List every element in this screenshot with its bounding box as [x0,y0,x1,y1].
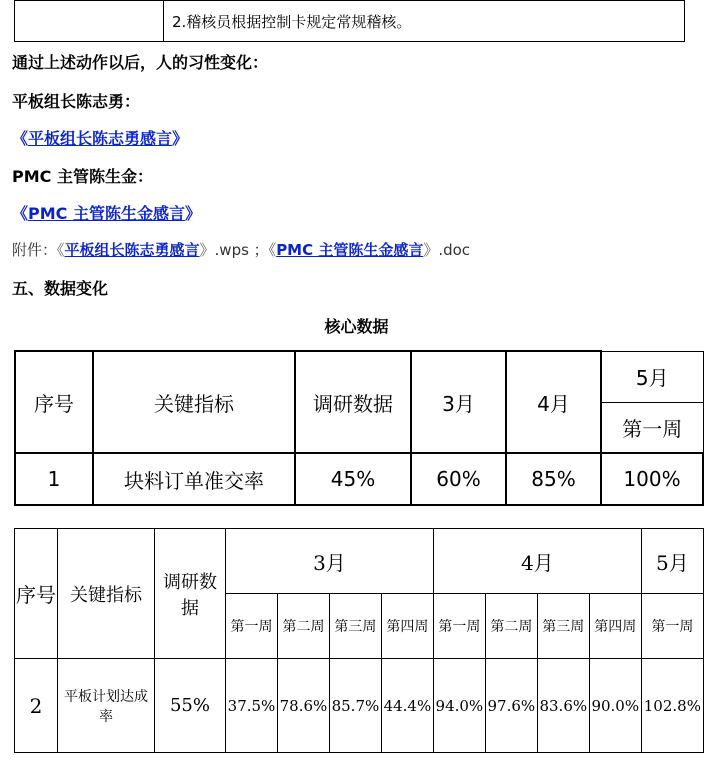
header-cell-march: 3月 [226,529,434,594]
cell-value: 44.4% [381,659,433,753]
cell-april: 85% [506,453,601,505]
cell-value: 83.6% [537,659,589,753]
header-cell-survey: 调研数据 [155,529,226,659]
change-heading: 通过上述动作以后，人的习性变化： [12,53,269,72]
week-header-cell: 第四周 [589,594,641,659]
week-header-cell: 第二周 [277,594,329,659]
header-cell-april: 4月 [433,529,641,594]
header-cell-april: 4月 [506,351,601,453]
table-row [15,659,704,753]
cell-survey: 45% [295,453,411,505]
bracket: 》 [172,129,189,148]
header-cell-march: 3月 [411,351,506,453]
table-row [15,351,703,402]
week-header-cell: 第三周 [329,594,381,659]
section-heading: 五、数据变化 [12,279,109,298]
leader1-label: 平板组长陈志勇： [12,92,141,111]
table-row [15,529,704,594]
table-cell [15,1,164,42]
table-caption: 核心数据 [324,317,389,336]
header-cell-kpi: 关键指标 [58,529,155,659]
plan-achievement-table [14,528,704,753]
week-header-cell: 第二周 [485,594,537,659]
leader1-link-line [12,126,188,149]
cell-value: 37.5% [226,659,278,753]
week-header-cell: 第一周 [226,594,278,659]
cell-kpi: 块料订单准交率 [93,453,295,505]
attachment-link-doc[interactable]: PMC 主管陈生金感言 [276,241,424,259]
bracket: 》 [184,204,201,223]
cell-value: 94.0% [433,659,485,753]
cell-value: 78.6% [277,659,329,753]
bracket: 《 [12,204,29,223]
cell-value: 97.6% [485,659,537,753]
header-cell-no: 序号 [15,529,58,659]
cell-value: 102.8% [641,659,703,753]
cell-march: 60% [411,453,506,505]
attachments-line [12,239,470,260]
week-header-cell: 第一周 [641,594,703,659]
header-cell-may: 5月 [641,529,703,594]
header-cell-may: 5月 [601,351,703,402]
attach-mid: 》.wps ；《 [199,241,277,259]
cell-value: 90.0% [589,659,641,753]
cell-no: 1 [15,453,93,505]
attach-prefix: 附件：《 [12,241,65,259]
table-row [15,453,703,505]
attachment-link-wps[interactable]: 平板组长陈志勇感言 [64,241,200,259]
leader2-testimonial-link[interactable]: PMC 主管陈生金感言 [28,204,185,223]
week-header-cell: 第三周 [537,594,589,659]
core-data-table [14,350,704,506]
week-header-cell: 第一周 [433,594,485,659]
cell-no: 2 [15,659,58,753]
table-cell: 2.稽核员根据控制卡规定常规稽核。 [164,1,685,42]
cell-survey: 55% [155,659,226,753]
header-cell-may-week1: 第一周 [601,402,703,453]
header-cell-no: 序号 [15,351,93,453]
bracket: 《 [12,129,29,148]
leader2-link-line [12,201,201,224]
cell-may-week1: 100% [601,453,703,505]
week-header-cell: 第四周 [381,594,433,659]
header-cell-survey: 调研数据 [295,351,411,453]
cell-value: 85.7% [329,659,381,753]
leader1-testimonial-link[interactable]: 平板组长陈志勇感言 [28,129,173,148]
leader2-label: PMC 主管陈生金： [12,167,153,186]
top-table-fragment [14,0,685,42]
header-cell-kpi: 关键指标 [93,351,295,453]
table-row [15,1,685,42]
attach-suffix: 》.doc [423,241,471,259]
cell-kpi: 平板计划达成率 [58,659,155,753]
